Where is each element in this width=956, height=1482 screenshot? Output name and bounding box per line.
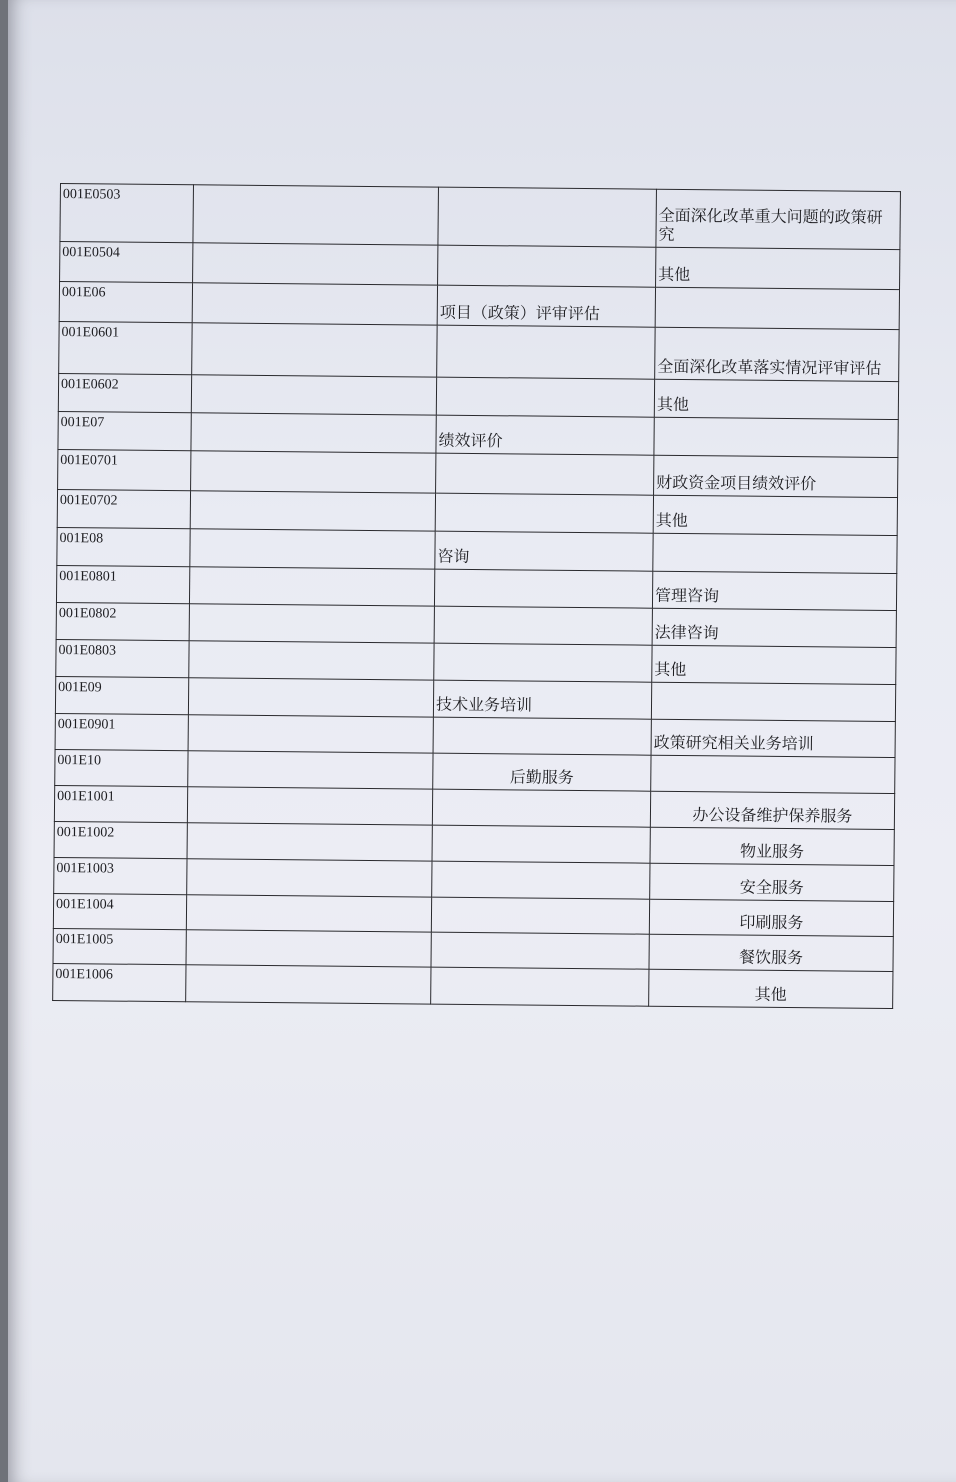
code-cell: 001E07 [58,411,191,450]
level4-name-cell: 全面深化改革落实情况评审评估 [655,327,899,381]
code-cell: 001E1002 [54,821,187,858]
level2-cell [186,930,431,967]
level2-cell [189,604,434,643]
level4-name-cell: 其他 [649,969,893,1008]
level3-name-cell [438,187,657,247]
level4-name-cell [655,287,899,329]
level4-name-cell: 全面深化改革重大问题的政策研究 [656,189,901,249]
table-row [60,184,901,250]
catalog-table-body [53,184,901,1009]
level4-name-cell: 餐饮服务 [649,934,893,971]
code-cell: 001E1004 [53,893,186,929]
level2-cell [187,859,432,897]
level3-name-cell: 项目（政策）评审评估 [437,285,655,327]
level3-name-cell [434,569,652,608]
table-row [53,963,893,1008]
level3-name-cell [434,606,652,645]
level4-name-cell: 其他 [652,645,896,684]
code-cell: 001E0503 [60,184,194,243]
code-cell: 001E0702 [57,489,190,528]
level3-name-cell [432,861,650,899]
level3-name-cell [431,897,649,934]
level4-name-cell [651,755,895,793]
level3-name-cell [436,377,654,417]
code-cell: 001E06 [59,282,192,323]
level3-name-cell: 技术业务培训 [433,680,651,719]
code-cell: 001E0801 [56,565,189,603]
level4-name-cell [653,533,897,573]
level3-name-cell [432,825,650,863]
level3-name-cell [436,453,654,495]
level4-name-cell: 财政资金项目绩效评价 [654,455,898,497]
level3-name-cell [433,717,651,755]
level4-name-cell [651,682,895,721]
level3-name-cell: 绩效评价 [436,415,654,455]
level2-cell [187,787,432,825]
level4-name-cell: 其他 [653,495,897,535]
level2-cell [188,751,433,789]
code-cell: 001E0901 [55,713,188,750]
code-cell: 001E0504 [60,242,193,283]
catalog-table [52,183,901,1009]
level4-name-cell [654,417,898,457]
level3-name-cell [438,245,656,287]
level4-name-cell: 安全服务 [650,863,894,901]
catalog-table-wrapper [52,183,900,1009]
level3-name-cell [432,789,650,827]
code-cell: 001E08 [57,527,190,566]
level2-cell [188,715,433,753]
document-page [8,0,956,1482]
level2-cell [193,243,438,285]
code-cell: 001E0701 [58,449,191,490]
code-cell: 001E1003 [54,857,187,894]
level2-cell [191,451,436,493]
code-cell: 001E0802 [56,602,189,640]
code-cell: 001E1001 [54,785,187,822]
level3-name-cell [437,325,655,379]
level2-cell [186,965,431,1004]
level4-name-cell: 其他 [656,247,900,289]
level2-cell [189,641,434,680]
level4-name-cell: 物业服务 [650,827,894,865]
level2-cell [191,413,436,453]
code-cell: 001E1006 [53,963,186,1001]
table-row [59,321,899,381]
code-cell: 001E0601 [59,321,192,374]
code-cell: 001E1005 [53,928,186,964]
level4-name-cell: 管理咨询 [652,571,896,610]
level2-cell [189,567,434,606]
level2-cell [188,678,433,717]
code-cell: 001E0803 [56,639,189,677]
level4-name-cell: 政策研究相关业务培训 [651,719,895,757]
code-cell: 001E10 [55,749,188,786]
level2-cell [191,375,436,415]
level2-cell [190,491,435,531]
level4-name-cell: 办公设备维护保养服务 [650,791,894,829]
level4-name-cell: 印刷服务 [649,899,893,936]
level3-name-cell [431,932,649,969]
level4-name-cell: 其他 [654,379,898,419]
level2-cell [192,323,437,377]
level3-name-cell [434,643,652,682]
code-cell: 001E0602 [58,373,191,412]
level2-cell [190,529,435,569]
level2-cell [186,895,431,932]
level4-name-cell: 法律咨询 [652,608,896,647]
level3-name-cell [435,493,653,533]
level3-name-cell [431,967,649,1006]
code-cell: 001E09 [55,676,188,714]
level2-cell [192,283,437,325]
level2-cell [187,823,432,861]
level3-name-cell: 后勤服务 [433,753,651,791]
level3-name-cell: 咨询 [435,531,653,571]
level2-cell [193,185,439,245]
